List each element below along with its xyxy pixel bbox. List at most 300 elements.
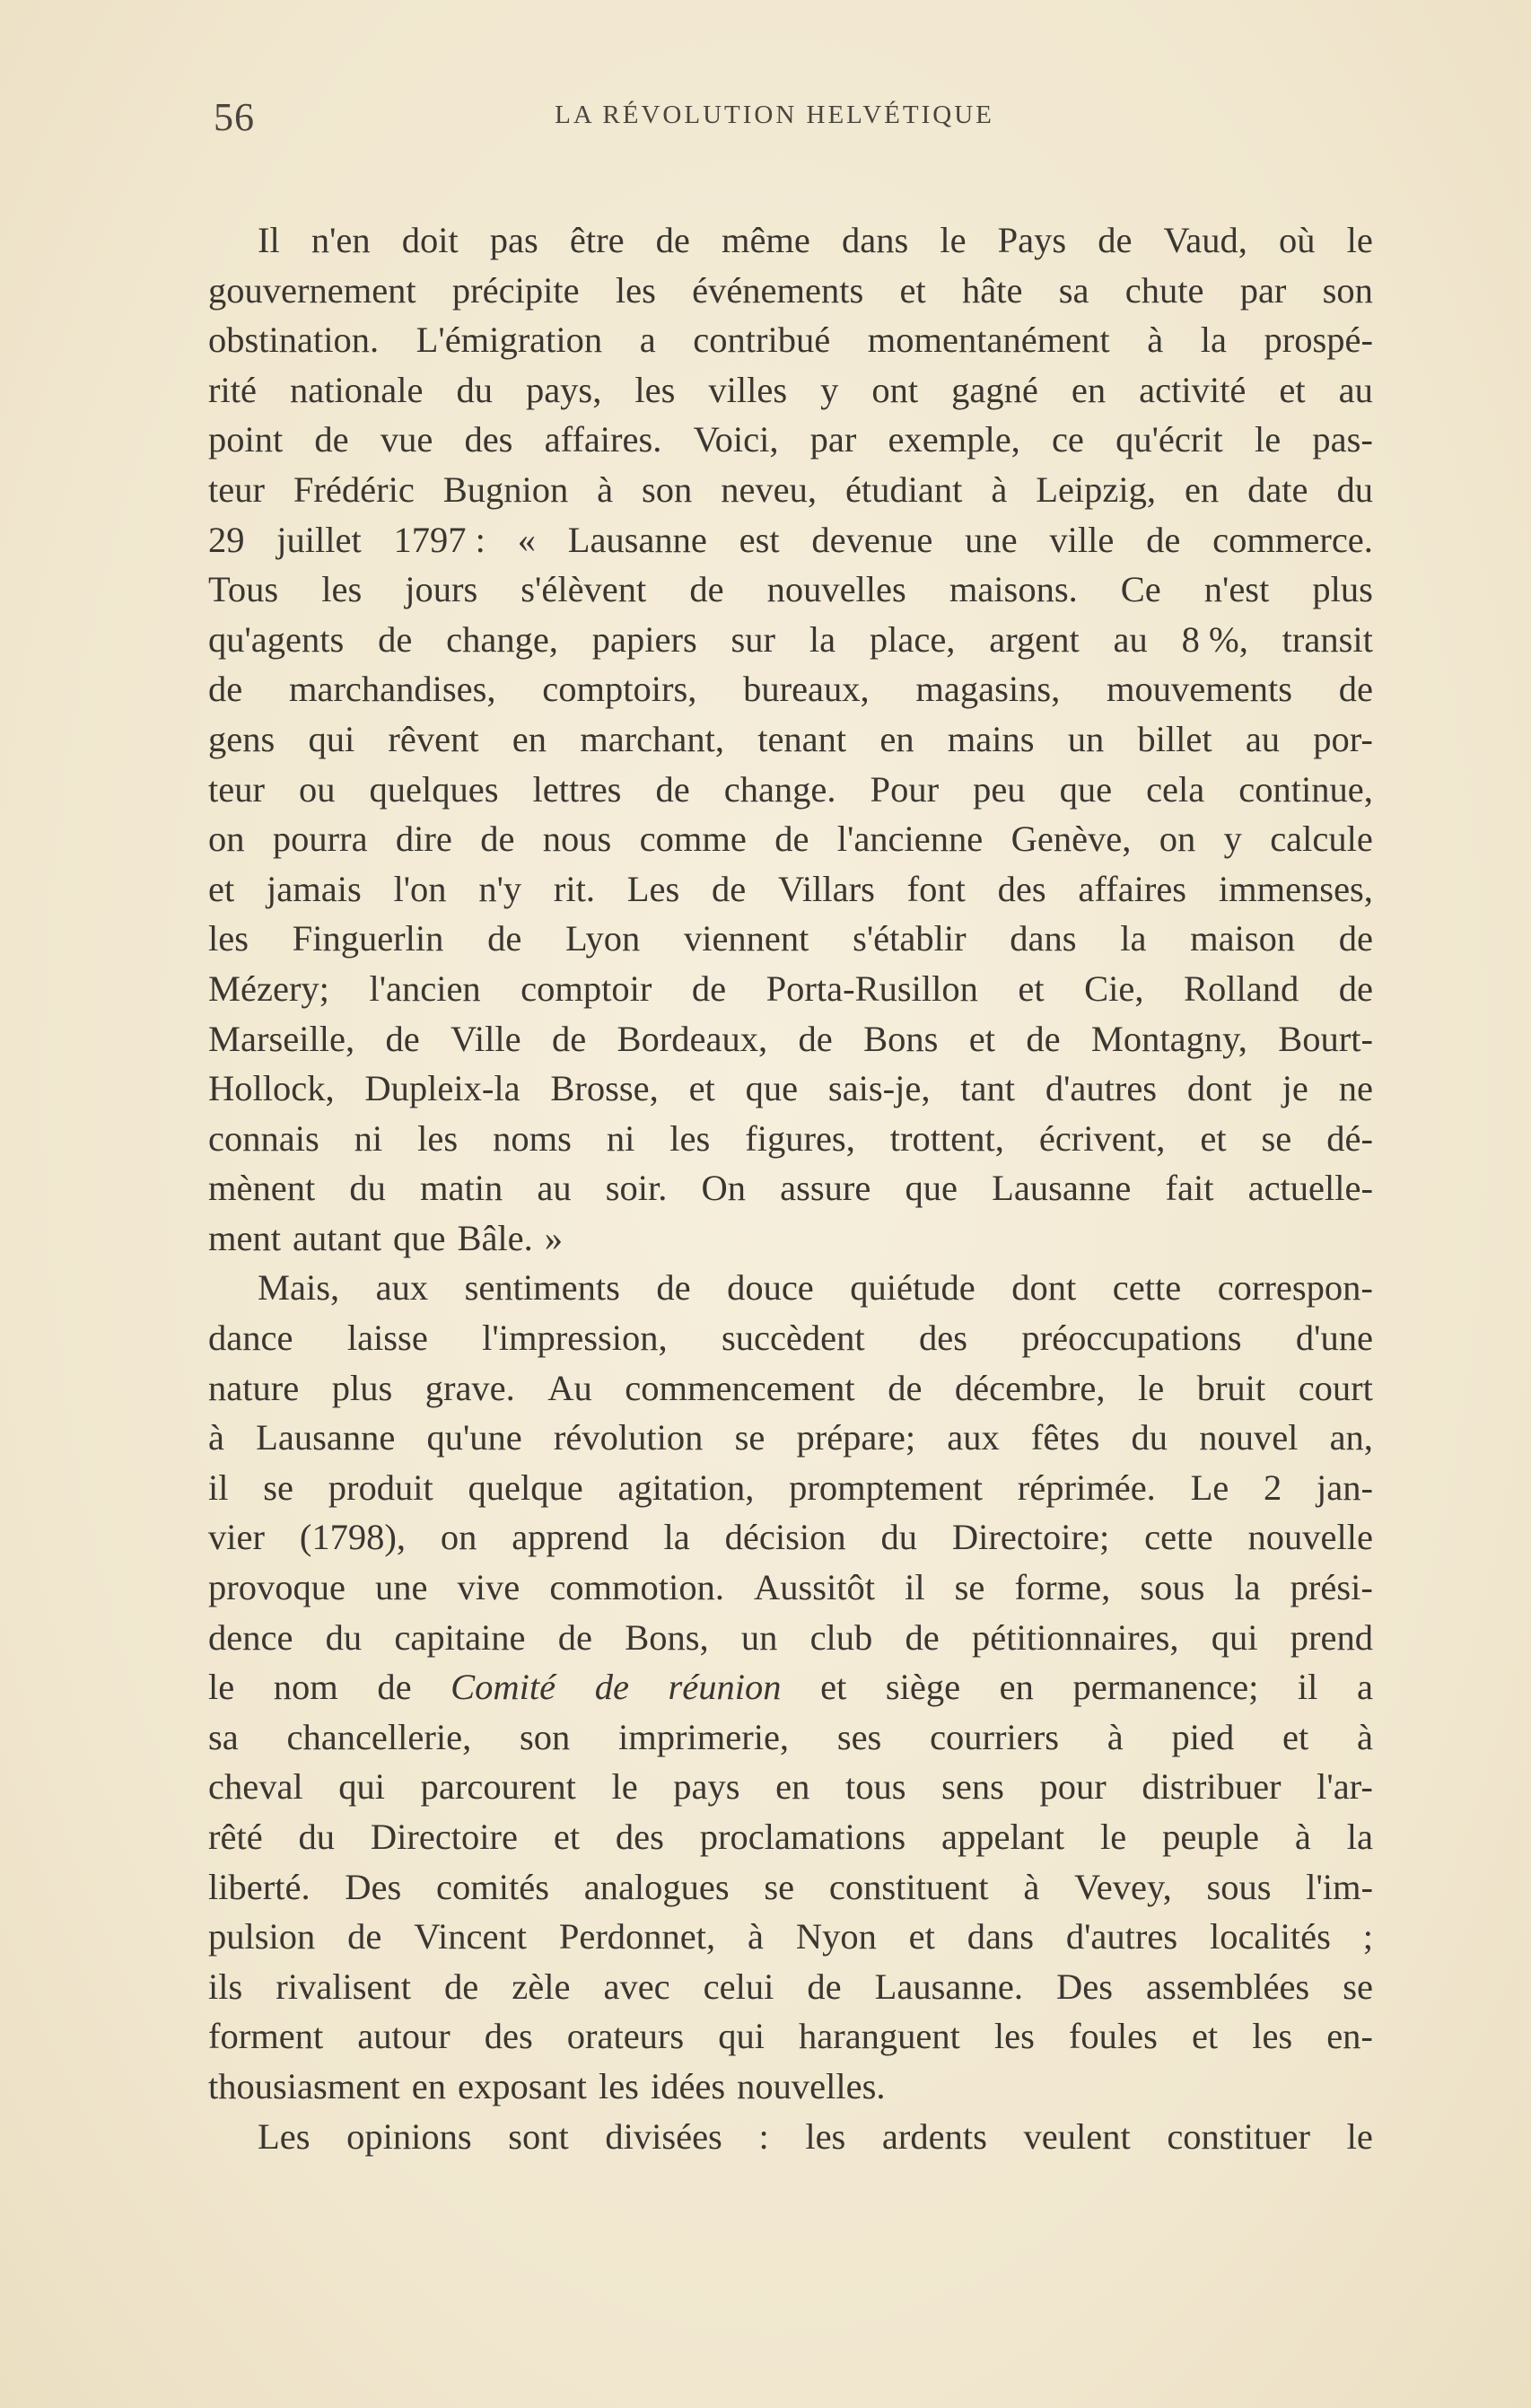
word: matin bbox=[420, 1168, 503, 1209]
text-line bbox=[208, 315, 1373, 365]
word: nouvel bbox=[1199, 1417, 1299, 1458]
word: commencement bbox=[625, 1367, 855, 1408]
word: neveu, bbox=[721, 468, 818, 510]
word: nouvelle bbox=[1247, 1517, 1373, 1558]
word: du bbox=[325, 1616, 363, 1658]
word: la bbox=[809, 618, 836, 660]
word: Leipzig, bbox=[1036, 468, 1157, 510]
word: tant bbox=[960, 1068, 1016, 1109]
word: Porta-Rusillon bbox=[766, 968, 978, 1009]
word: succèdent bbox=[721, 1318, 865, 1359]
word: a bbox=[1356, 1667, 1373, 1708]
word: dire bbox=[395, 819, 452, 860]
word: aux bbox=[947, 1417, 1000, 1458]
word: et bbox=[908, 1916, 935, 1957]
text-line bbox=[208, 1613, 1373, 1663]
word: sa bbox=[208, 1716, 239, 1757]
word: les bbox=[208, 918, 249, 959]
word: de bbox=[712, 868, 747, 909]
word: les bbox=[417, 1117, 459, 1159]
word: en bbox=[1184, 468, 1220, 510]
word: produit bbox=[328, 1467, 433, 1508]
word: ont bbox=[871, 369, 919, 410]
word: apprend bbox=[512, 1517, 629, 1558]
word: où bbox=[1279, 220, 1316, 260]
word: villes bbox=[708, 369, 788, 410]
word: sentiments bbox=[464, 1267, 620, 1309]
word: laisse bbox=[346, 1318, 428, 1359]
word: autant bbox=[292, 1217, 381, 1258]
word: qui bbox=[718, 2016, 765, 2057]
word: douce bbox=[727, 1267, 814, 1309]
word: connais bbox=[208, 1117, 319, 1159]
word: de bbox=[480, 819, 515, 860]
word: et bbox=[820, 1667, 847, 1708]
word: provoque bbox=[208, 1567, 346, 1608]
word: pays bbox=[673, 1766, 740, 1808]
word: Villars bbox=[778, 868, 875, 909]
word: prépare; bbox=[796, 1417, 916, 1458]
word: sont bbox=[508, 2115, 569, 2157]
word: le bbox=[940, 220, 967, 260]
word: nous bbox=[542, 819, 612, 860]
word: de bbox=[655, 220, 690, 260]
word: la bbox=[1120, 918, 1147, 959]
word: nature bbox=[208, 1367, 300, 1408]
word: se bbox=[734, 1417, 766, 1458]
word: n'en bbox=[311, 220, 371, 260]
word: jours bbox=[405, 569, 478, 610]
word: sa bbox=[1058, 269, 1089, 311]
word: Brosse, bbox=[550, 1068, 659, 1109]
text-line bbox=[208, 1014, 1373, 1064]
word: les bbox=[993, 2016, 1035, 2057]
word: peu bbox=[973, 768, 1026, 810]
word: ne bbox=[1338, 1068, 1373, 1109]
word: la bbox=[663, 1517, 690, 1558]
word: appelant bbox=[941, 1817, 1065, 1857]
word: n'est bbox=[1203, 569, 1270, 610]
word: je bbox=[1282, 1068, 1308, 1109]
word: réunion bbox=[668, 1667, 782, 1708]
word: des bbox=[997, 868, 1046, 909]
text-line bbox=[208, 1762, 1373, 1812]
word: Lausanne bbox=[256, 1417, 396, 1458]
word: momentanément bbox=[867, 320, 1110, 361]
word: étudiant bbox=[844, 468, 963, 510]
word: la bbox=[1234, 1567, 1261, 1608]
word: ses bbox=[836, 1716, 882, 1757]
text-line bbox=[208, 1263, 1373, 1313]
word: contribué bbox=[693, 320, 831, 361]
text-line bbox=[208, 1363, 1373, 1414]
word: y bbox=[820, 369, 839, 410]
word: devenue bbox=[811, 519, 933, 560]
word: et bbox=[688, 1068, 715, 1109]
word: au bbox=[1245, 718, 1281, 759]
word: l'ancien bbox=[369, 968, 481, 1009]
word: papiers bbox=[591, 618, 697, 660]
text-line bbox=[208, 765, 1373, 815]
word: nationale bbox=[289, 369, 424, 410]
word: du bbox=[456, 369, 493, 410]
word: y bbox=[1223, 819, 1242, 860]
word: dence bbox=[208, 1616, 293, 1658]
word: marchandises, bbox=[288, 669, 496, 710]
word: capitaine bbox=[394, 1616, 526, 1658]
word: divisées bbox=[605, 2115, 722, 2157]
word: que bbox=[905, 1168, 958, 1209]
word: grave. bbox=[424, 1367, 515, 1408]
text-line bbox=[208, 864, 1373, 915]
text-line bbox=[208, 814, 1373, 864]
word: les bbox=[634, 369, 676, 410]
word: opinions bbox=[346, 2115, 472, 2157]
word: Comité bbox=[451, 1667, 556, 1708]
word: de bbox=[888, 1367, 923, 1408]
word: fêtes bbox=[1030, 1417, 1100, 1458]
word: cela bbox=[1146, 768, 1205, 810]
word: d'autres bbox=[1045, 1068, 1158, 1109]
word: forment bbox=[208, 2016, 324, 2057]
word: Lyon bbox=[565, 918, 641, 959]
word: de bbox=[774, 819, 809, 860]
word: de bbox=[551, 1018, 587, 1059]
word: noms bbox=[493, 1117, 572, 1159]
word: trottent, bbox=[889, 1117, 1004, 1159]
word: qu'agents bbox=[208, 618, 345, 660]
word: et bbox=[1279, 369, 1306, 410]
word: de bbox=[656, 1267, 691, 1309]
word: Marseille, bbox=[208, 1018, 355, 1059]
word: quelque bbox=[468, 1467, 583, 1508]
word: en bbox=[411, 2065, 446, 2106]
word: plus bbox=[1312, 569, 1373, 610]
word: du bbox=[1131, 1417, 1168, 1458]
word: change, bbox=[446, 618, 558, 660]
word: une bbox=[375, 1567, 428, 1608]
word: idées bbox=[650, 2065, 726, 2106]
word: Aussitôt bbox=[754, 1567, 876, 1608]
word: Bourt- bbox=[1278, 1018, 1373, 1059]
word: qui bbox=[308, 718, 355, 759]
word: de bbox=[378, 618, 413, 660]
word: jamais bbox=[267, 868, 362, 909]
word: calcule bbox=[1270, 819, 1373, 860]
text-line bbox=[208, 914, 1373, 964]
running-title: LA RÉVOLUTION HELVÉTIQUE bbox=[555, 101, 994, 129]
word: ; bbox=[1362, 1916, 1373, 1957]
word: change. bbox=[723, 768, 836, 810]
word: dont bbox=[1011, 1267, 1077, 1309]
word: continue, bbox=[1238, 768, 1373, 810]
word: que bbox=[1059, 768, 1113, 810]
word: en bbox=[775, 1766, 810, 1808]
word: pied bbox=[1171, 1716, 1235, 1757]
text-line bbox=[208, 1213, 1373, 1264]
word: magasins, bbox=[915, 669, 1061, 710]
word: de bbox=[347, 1916, 382, 1957]
word: être bbox=[569, 220, 625, 260]
word: ni bbox=[606, 1117, 635, 1159]
word: constituer bbox=[1167, 2115, 1311, 2157]
word: aux bbox=[375, 1267, 429, 1309]
word: s'établir bbox=[853, 918, 967, 959]
word: décembre, bbox=[954, 1367, 1106, 1408]
word: Lausanne. bbox=[874, 1966, 1023, 2007]
word: son bbox=[1322, 269, 1373, 311]
text-line bbox=[208, 615, 1373, 665]
word: dans bbox=[967, 1916, 1034, 1957]
word: » bbox=[544, 1217, 564, 1258]
word: se bbox=[263, 1467, 294, 1508]
word: Frédéric bbox=[293, 468, 415, 510]
word: point bbox=[208, 419, 284, 460]
word: : bbox=[758, 2115, 769, 2157]
word: quiétude bbox=[850, 1267, 975, 1309]
word: courriers bbox=[930, 1716, 1059, 1757]
word: rit. bbox=[553, 868, 596, 909]
word: plus bbox=[331, 1367, 393, 1408]
word: vue bbox=[380, 419, 433, 460]
word: de bbox=[1338, 918, 1373, 959]
word: du bbox=[880, 1517, 917, 1558]
word: tous bbox=[844, 1766, 906, 1808]
word: prospé- bbox=[1264, 320, 1373, 361]
word: de bbox=[1338, 669, 1373, 710]
text-line bbox=[208, 365, 1373, 416]
word: ardents bbox=[881, 2115, 987, 2157]
word: localités bbox=[1209, 1916, 1331, 1957]
word: rêvent bbox=[388, 718, 479, 759]
word: nom bbox=[273, 1667, 338, 1708]
word: cette bbox=[1112, 1267, 1182, 1309]
word: Directoire bbox=[370, 1817, 519, 1857]
word: nouvelles bbox=[766, 569, 906, 610]
word: club bbox=[809, 1616, 873, 1658]
word: viennent bbox=[683, 918, 809, 959]
word: fait bbox=[1165, 1168, 1214, 1209]
word: les bbox=[669, 1117, 711, 1159]
word: et bbox=[968, 1018, 995, 1059]
word: Directoire; bbox=[951, 1517, 1110, 1558]
text-line bbox=[208, 415, 1373, 465]
word: par bbox=[809, 419, 857, 460]
word: an, bbox=[1329, 1417, 1373, 1458]
text-line bbox=[208, 515, 1373, 565]
word: siège bbox=[885, 1667, 961, 1708]
word: bureaux, bbox=[743, 669, 870, 710]
word: figures, bbox=[745, 1117, 855, 1159]
word: haranguent bbox=[798, 2016, 960, 2057]
word: le bbox=[1346, 2115, 1373, 2157]
word: le bbox=[1346, 220, 1373, 260]
word: 29 bbox=[208, 519, 245, 560]
word: obstination. bbox=[208, 320, 380, 361]
word: Perdonnet, bbox=[558, 1916, 716, 1957]
word: le bbox=[1254, 419, 1282, 460]
word: gens bbox=[208, 718, 276, 759]
word: foules bbox=[1068, 2016, 1158, 2057]
word: exposant bbox=[457, 2065, 587, 2106]
page-number: 56 bbox=[214, 95, 255, 139]
word: Des bbox=[1055, 1966, 1113, 2007]
word: de bbox=[691, 968, 727, 1009]
word: précipite bbox=[451, 269, 580, 311]
word: sens bbox=[941, 1766, 1004, 1808]
word: se bbox=[1343, 1966, 1373, 2007]
word: 1797 : bbox=[393, 519, 486, 560]
word: por- bbox=[1313, 718, 1373, 759]
word: et bbox=[1200, 1117, 1227, 1159]
word: immenses, bbox=[1218, 868, 1373, 909]
word: et bbox=[1018, 968, 1045, 1009]
word: de bbox=[314, 419, 349, 460]
word: comptoir bbox=[521, 968, 652, 1009]
word: prési- bbox=[1290, 1567, 1373, 1608]
word: qui bbox=[338, 1766, 386, 1808]
word: le bbox=[611, 1766, 638, 1808]
word: dans bbox=[1010, 918, 1077, 959]
text-line bbox=[208, 964, 1373, 1014]
word: ment bbox=[208, 1217, 281, 1258]
word: Au bbox=[547, 1367, 592, 1408]
word: On bbox=[701, 1168, 747, 1209]
word: Rolland bbox=[1184, 968, 1299, 1009]
word: de bbox=[557, 1616, 592, 1658]
word: Il bbox=[258, 220, 280, 260]
word: pays, bbox=[525, 369, 602, 410]
word: de bbox=[487, 918, 522, 959]
word: est bbox=[739, 519, 780, 560]
word: chancellerie, bbox=[286, 1716, 472, 1757]
word: forme, bbox=[1014, 1567, 1111, 1608]
word: Pour bbox=[870, 768, 940, 810]
word: dont bbox=[1186, 1068, 1252, 1109]
text-line bbox=[208, 1163, 1373, 1213]
word: s'élèvent bbox=[521, 569, 647, 610]
word: de bbox=[444, 1966, 479, 2007]
word: comités bbox=[436, 1866, 549, 1907]
word: de bbox=[385, 1018, 420, 1059]
word: pétitionnaires, bbox=[971, 1616, 1179, 1658]
word: a bbox=[639, 320, 656, 361]
word: qui bbox=[1211, 1616, 1258, 1658]
word: de bbox=[798, 1018, 833, 1059]
word: et bbox=[899, 269, 926, 311]
word: du bbox=[1336, 468, 1373, 510]
word: et bbox=[553, 1817, 581, 1857]
word: pas bbox=[489, 220, 538, 260]
text-line bbox=[208, 266, 1373, 316]
word: des bbox=[615, 1817, 664, 1857]
word: la bbox=[1200, 320, 1227, 361]
word: rêté bbox=[208, 1817, 263, 1857]
word: prend bbox=[1290, 1616, 1373, 1658]
word: activité bbox=[1139, 369, 1247, 410]
word: font bbox=[906, 868, 966, 909]
word: qu'une bbox=[426, 1417, 522, 1458]
body-text bbox=[208, 215, 1373, 2161]
word: maisons. bbox=[949, 569, 1078, 610]
word: il bbox=[905, 1567, 925, 1608]
word: analogues bbox=[583, 1866, 730, 1907]
word: en bbox=[879, 718, 914, 759]
word: Bons bbox=[863, 1018, 939, 1059]
word: de bbox=[905, 1616, 940, 1658]
word: liberté. bbox=[208, 1866, 311, 1907]
word: ou bbox=[298, 768, 336, 810]
word: dance bbox=[208, 1318, 293, 1359]
word: le bbox=[1137, 1367, 1165, 1408]
word: transit bbox=[1282, 618, 1373, 660]
word: place, bbox=[869, 618, 956, 660]
word: l'on bbox=[393, 868, 447, 909]
word: écrivent, bbox=[1038, 1117, 1166, 1159]
word: à bbox=[597, 468, 614, 510]
word: assure bbox=[780, 1168, 871, 1209]
word: à bbox=[1023, 1866, 1040, 1907]
word: mouvements bbox=[1107, 669, 1292, 710]
text-line bbox=[208, 1563, 1373, 1613]
text-line bbox=[208, 1962, 1373, 2012]
word: mènent bbox=[208, 1168, 316, 1209]
text-line bbox=[208, 664, 1373, 714]
word: Tous bbox=[208, 569, 279, 610]
word: cheval bbox=[208, 1766, 303, 1808]
word: ville bbox=[1049, 519, 1115, 560]
word: ce bbox=[1051, 419, 1084, 460]
word: Le bbox=[1190, 1467, 1229, 1508]
word: maison bbox=[1190, 918, 1296, 959]
word: dans bbox=[842, 220, 909, 260]
word: Vevey, bbox=[1074, 1866, 1172, 1907]
word: « bbox=[517, 519, 536, 560]
word: quelques bbox=[369, 768, 499, 810]
word: Bâle. bbox=[457, 1217, 533, 1258]
word: gagné bbox=[951, 369, 1038, 410]
word: jan- bbox=[1317, 1467, 1373, 1508]
text-line bbox=[208, 1463, 1373, 1513]
word: Pays bbox=[997, 220, 1067, 260]
word: son bbox=[642, 468, 693, 510]
word: actuelle- bbox=[1247, 1168, 1373, 1209]
text-line bbox=[208, 1662, 1373, 1712]
word: du bbox=[298, 1817, 336, 1857]
word: Ville bbox=[451, 1018, 521, 1059]
text-line bbox=[208, 1812, 1373, 1862]
word: argent bbox=[989, 618, 1080, 660]
word: Cie, bbox=[1084, 968, 1144, 1009]
word: Des bbox=[345, 1866, 402, 1907]
word: en bbox=[1071, 369, 1107, 410]
word: de bbox=[1338, 968, 1373, 1009]
word: affaires. bbox=[544, 419, 662, 460]
word: Bugnion bbox=[442, 468, 569, 510]
word: de bbox=[1098, 220, 1133, 260]
word: sur bbox=[731, 618, 776, 660]
word: à bbox=[1107, 1716, 1124, 1757]
word: on bbox=[1159, 819, 1196, 860]
word: les bbox=[805, 2115, 846, 2157]
word: les bbox=[615, 269, 656, 311]
text-line bbox=[208, 1512, 1373, 1563]
word: Dupleix-la bbox=[364, 1068, 521, 1109]
word: Mais, bbox=[258, 1267, 340, 1309]
word: on bbox=[440, 1517, 477, 1558]
word: les bbox=[321, 569, 363, 610]
word: mains bbox=[947, 718, 1035, 759]
